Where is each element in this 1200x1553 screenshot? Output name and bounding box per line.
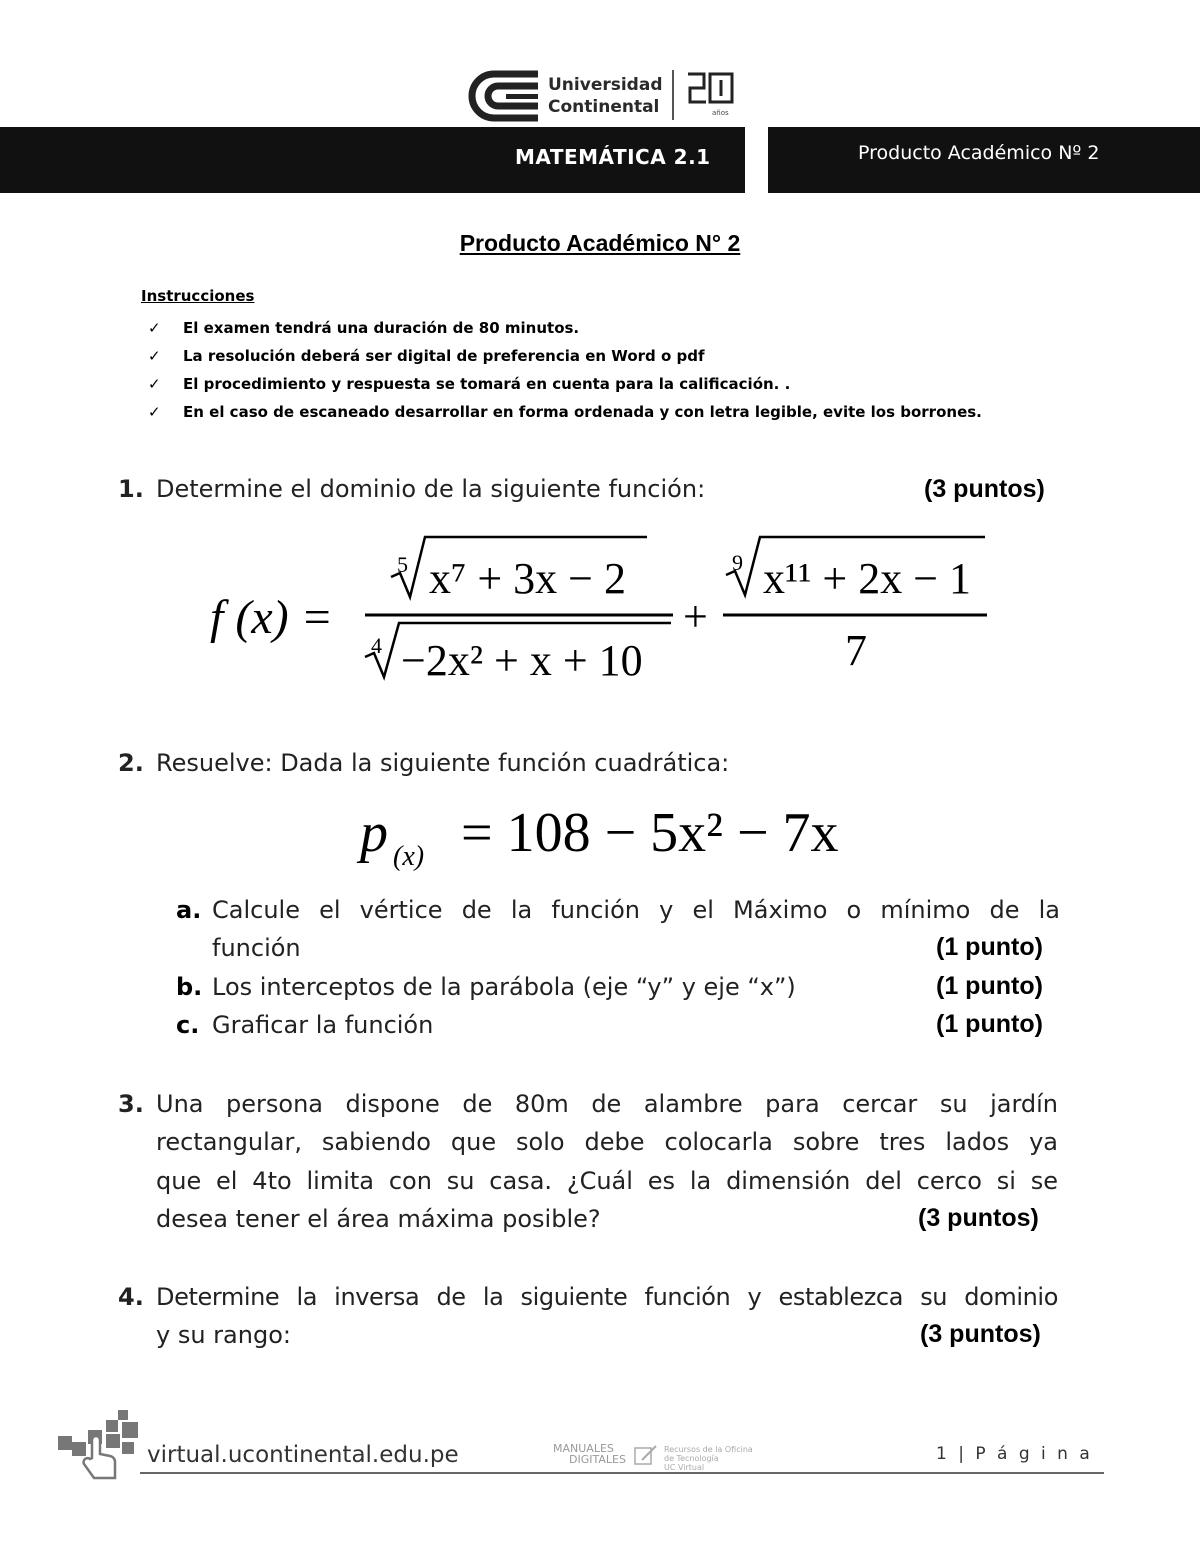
digitales-text: DIGITALES [569,1453,626,1466]
q3-line-2: rectangular, sabiendo que solo debe colocarla sobre tres lados ya [156,1128,1058,1156]
formula-p: p [360,802,388,864]
question-text: Determine el dominio de la siguiente función: [156,475,706,503]
q2-item-a-points: (1 punto) [936,933,1043,961]
checkmark-icon: ✓ [148,375,161,393]
instructions-heading: Instrucciones [141,287,255,305]
q2-item-c-text: Graficar la función [212,1011,434,1039]
instruction-item [148,344,982,372]
q3-line-4: desea tener el área máxima posible? [156,1205,601,1233]
course-name: MATEMÁTICA 2.1 [515,145,711,169]
plus-sign: + [683,592,708,641]
oficina-line: de Tecnología [664,1454,719,1463]
checkmark-icon: ✓ [148,347,161,365]
question-1-points: (3 puntos) [924,475,1045,503]
question-text: Resuelve: Dada la siguiente función cuadrática: [156,749,730,777]
radicand: x¹¹ + 2x − 1 [763,554,972,603]
virtual-campus-icon [58,1408,143,1486]
tablet-pen-icon [634,1444,658,1466]
instruction-item [148,372,982,400]
q2-item-a-label: a. [176,896,202,924]
document-title [0,230,1200,257]
checkmark-icon: ✓ [148,319,161,337]
question-3-points: (3 puntos) [918,1204,1039,1232]
question-number: 2. [118,749,144,777]
anniversary-badge-label: años [712,109,729,117]
q2-item-a-text-line2: función [212,934,301,962]
q2-item-b-label: b. [176,973,203,1001]
q2-formula [355,795,875,880]
formula-subscript: (x) [393,841,425,872]
oficina-line: Recursos de la Oficina [664,1445,753,1454]
logo-divider [672,70,674,120]
q2-item-a-text-line1: Calcule el vértice de la función y el Máximo o mínimo de la [212,896,1060,924]
radical-index: 5 [397,552,408,577]
radicand: −2x² + x + 10 [401,636,643,685]
question-4-points: (3 puntos) [920,1320,1041,1348]
radicand: x⁷ + 3x − 2 [429,554,626,603]
instruction-item [148,400,982,428]
denominator: 7 [845,626,867,675]
manuales-text: MANUALES [553,1442,614,1455]
page-number: 1 | P á g i n a [936,1444,1093,1464]
formula-rhs: = 108 − 5x² − 7x [461,802,839,864]
oficina-line: UC Virtual [664,1463,705,1472]
instructions-list [148,316,982,428]
question-1 [118,470,706,509]
q1-formula [205,525,1005,690]
instruction-item [148,316,982,344]
checkmark-icon: ✓ [148,403,161,421]
university-name [548,74,662,118]
q3-line-1: Una persona dispone de 80m de alambre para cercar su jardín [156,1090,1058,1118]
question-number: 4. [118,1283,144,1311]
radical-index: 9 [732,550,743,575]
footer-manuales-logo [553,1443,626,1465]
q2-item-b-text: Los interceptos de la parábola (eje “y” y eje “x”) [212,973,796,1001]
radical-index: 4 [371,633,382,658]
question-number: 3. [118,1090,144,1118]
q4-line-1: Determine la inversa de la siguiente función y establezca su dominio [156,1283,1058,1311]
document-title-text: Producto Académico N° 2 [459,230,741,256]
footer-oficina-text [664,1445,753,1472]
footer-rule [140,1472,1104,1474]
logo-line-1: Universidad [548,75,663,95]
q4-line-2: y su rango: [156,1321,291,1349]
footer-url: virtual.ucontinental.edu.pe [147,1442,459,1468]
q2-item-b-points: (1 punto) [936,972,1043,1000]
q3-line-3: que el 4to limita con su casa. ¿Cuál es la dimensión del cerco si se [156,1167,1058,1195]
q2-item-c-label: c. [176,1011,200,1039]
question-number: 1. [118,475,144,503]
formula-lhs: f (x) = [210,591,333,644]
q2-item-c-points: (1 punto) [936,1010,1043,1038]
instruction-text: En el caso de escaneado desarrollar en forma ordenada y con letra legible, evite los borrones. [183,403,982,421]
instruction-text: El procedimiento y respuesta se tomará en cuenta para la calificación. . [183,375,791,393]
question-2 [118,744,730,783]
instruction-text: La resolución deberá ser digital de preferencia en Word o pdf [183,347,705,365]
product-tag: Producto Académico Nº 2 [858,142,1100,164]
logo-line-2: Continental [548,97,660,117]
instruction-text: El examen tendrá una duración de 80 minutos. [183,319,580,337]
